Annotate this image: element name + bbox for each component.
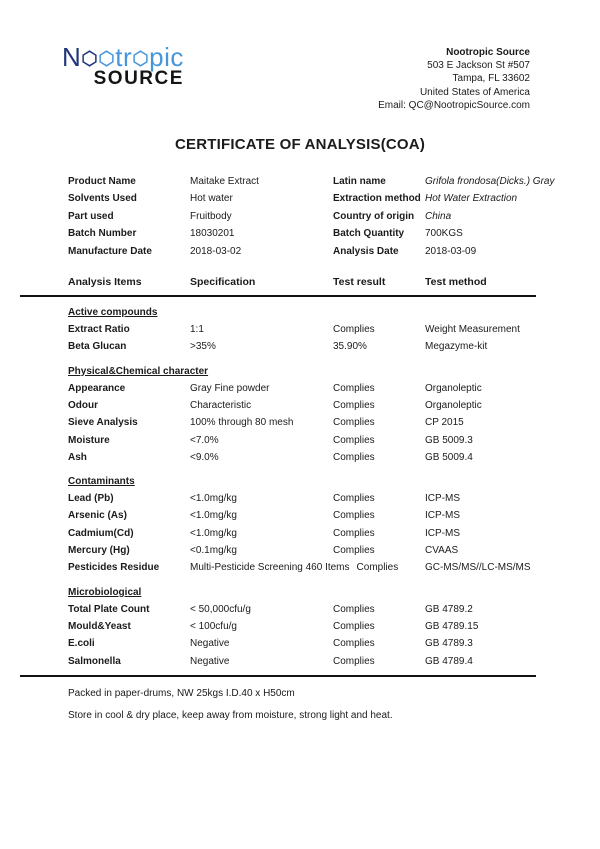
table-section — [68, 473, 600, 576]
hexagon-icon — [133, 50, 148, 67]
test-method-cell: GB 5009.3 — [425, 434, 473, 446]
test-method-cell: GC-MS/MS//LC-MS/MS — [425, 562, 531, 574]
test-method-cell: ICP-MS — [425, 510, 460, 522]
logo-letters-tr: tr — [115, 42, 133, 72]
info-value: 2018-03-02 — [190, 245, 242, 257]
analysis-item-cell: Appearance — [68, 382, 126, 394]
footer-notes — [68, 687, 600, 722]
test-method-cell: Organoleptic — [425, 399, 482, 411]
specification-text: Multi-Pesticide Screening 460 Items — [190, 562, 350, 574]
analysis-item-cell: Ash — [68, 451, 87, 463]
analysis-item-cell: Arsenic (As) — [68, 510, 127, 522]
test-result-cell: Complies — [333, 493, 375, 505]
specification-cell: < 100cfu/g — [190, 620, 237, 632]
company-name: Nootropic Source — [446, 47, 530, 58]
address-line: 503 E Jackson St #507 — [427, 60, 530, 72]
analysis-item-cell: Odour — [68, 399, 98, 411]
analysis-item-cell: Sieve Analysis — [68, 417, 138, 429]
test-result-cell: Complies — [333, 620, 375, 632]
info-value: Fruitbody — [190, 210, 232, 222]
info-value: 700KGS — [425, 228, 463, 240]
product-info-row — [68, 208, 600, 225]
specification-cell: Negative — [190, 638, 230, 650]
logo-source-text: SOURCE — [93, 68, 184, 89]
test-method-cell: Megazyme-kit — [425, 341, 488, 353]
test-result-cell: 35.90% — [333, 341, 367, 353]
info-label: Batch Quantity — [333, 228, 405, 240]
product-info — [68, 173, 600, 260]
test-method-cell: GB 4789.4 — [425, 655, 473, 667]
test-method-cell: CVAAS — [425, 545, 459, 557]
analysis-item-cell: Mercury (Hg) — [68, 545, 130, 557]
address-line: Tampa, FL 33602 — [452, 73, 530, 85]
info-label: Batch Number — [68, 228, 137, 240]
logo-letters-pic: pic — [149, 42, 184, 72]
info-label: Country of origin — [333, 210, 415, 222]
table-row — [68, 601, 600, 618]
column-header-specification: Specification — [190, 276, 256, 289]
test-result-cell: Complies — [333, 417, 375, 429]
info-value: China — [425, 210, 452, 222]
table-bottom-line — [20, 675, 536, 677]
header-divider-line — [20, 295, 536, 297]
section-title: Active compounds — [68, 307, 158, 319]
address-line: United States of America — [419, 86, 530, 98]
analysis-item-cell: Pesticides Residue — [68, 562, 160, 574]
specification-cell: 100% through 80 mesh — [190, 417, 294, 429]
table-row — [68, 507, 600, 524]
test-method-cell: GB 4789.15 — [425, 620, 479, 632]
product-info-row — [68, 243, 600, 260]
table-row — [68, 432, 600, 449]
test-result-text: Complies — [356, 562, 399, 574]
test-method-cell: GB 4789.2 — [425, 603, 473, 615]
specification-cell: <0.1mg/kg — [190, 545, 237, 557]
test-result-cell: Complies — [333, 603, 375, 615]
table-row — [68, 397, 600, 414]
info-label: Part used — [68, 210, 114, 222]
specification-cell: < 50,000cfu/g — [190, 603, 251, 615]
product-info-row — [68, 225, 600, 242]
table-header-row — [68, 275, 600, 289]
test-method-cell: ICP-MS — [425, 527, 460, 539]
hexagon-icon — [99, 50, 114, 67]
table-section — [68, 304, 600, 356]
logo — [62, 42, 184, 90]
document-title: CERTIFICATE OF ANALYSIS(COA) — [174, 136, 426, 154]
table-sections — [68, 304, 600, 670]
test-method-cell: Weight Measurement — [425, 324, 520, 336]
table-row — [68, 449, 600, 466]
packing-note: Packed in paper-drums, NW 25kgs I.D.40 x H50cm — [68, 687, 295, 699]
info-label: Product Name — [68, 176, 136, 188]
table-row — [68, 635, 600, 652]
specification-cell: Characteristic — [190, 399, 252, 411]
analysis-item-cell: Lead (Pb) — [68, 493, 114, 505]
analysis-table — [0, 275, 600, 677]
info-value: Maitake Extract — [190, 176, 259, 188]
analysis-item-cell: Total Plate Count — [68, 603, 150, 615]
specification-cell: Negative — [190, 655, 230, 667]
specification-cell: <9.0% — [190, 451, 219, 463]
analysis-item-cell: Mould&Yeast — [68, 620, 131, 632]
test-method-cell: CP 2015 — [425, 417, 464, 429]
table-row — [68, 542, 600, 559]
analysis-item-cell: Moisture — [68, 434, 110, 446]
storage-note: Store in cool & dry place, keep away from moisture, strong light and heat. — [68, 709, 393, 721]
specification-cell: 1:1 — [190, 324, 204, 336]
info-label: Solvents Used — [68, 193, 137, 205]
specification-cell: <1.0mg/kg — [190, 527, 237, 539]
test-result-cell: Complies — [333, 399, 375, 411]
company-address-block — [378, 42, 530, 112]
table-row — [68, 525, 600, 542]
product-info-row — [68, 173, 600, 190]
table-row — [68, 618, 600, 635]
column-header-test-result: Test result — [333, 276, 386, 289]
table-row — [68, 414, 600, 431]
test-method-cell: Organoleptic — [425, 382, 482, 394]
table-row — [68, 380, 600, 397]
analysis-item-cell: E.coli — [68, 638, 95, 650]
specification-cell: >35% — [190, 341, 216, 353]
test-method-cell: ICP-MS — [425, 493, 460, 505]
specification-cell: Gray Fine powder — [190, 382, 270, 394]
specification-cell: <1.0mg/kg — [190, 510, 237, 522]
info-value: 18030201 — [190, 228, 235, 240]
company-email: Email: QC@NootropicSource.com — [378, 99, 530, 111]
section-title: Contaminants — [68, 476, 135, 488]
test-result-cell: Complies — [333, 451, 375, 463]
info-value: 2018-03-09 — [425, 245, 477, 257]
specification-cell: <7.0% — [190, 434, 219, 446]
table-row — [68, 653, 600, 670]
analysis-item-cell: Salmonella — [68, 655, 121, 667]
table-row — [68, 490, 600, 507]
document-header — [0, 0, 600, 112]
analysis-item-cell: Beta Glucan — [68, 341, 127, 353]
info-label: Analysis Date — [333, 245, 399, 257]
info-label: Latin name — [333, 176, 386, 188]
test-result-cell: Complies — [333, 545, 375, 557]
analysis-item-cell: Extract Ratio — [68, 324, 130, 336]
logo-letter-n: N — [62, 42, 82, 72]
specification-cell: <1.0mg/kg — [190, 493, 237, 505]
section-title: Microbiological — [68, 586, 142, 598]
column-header-analysis-items: Analysis Items — [68, 276, 142, 289]
product-info-row — [68, 190, 600, 207]
test-result-cell: Complies — [333, 510, 375, 522]
table-section — [68, 363, 600, 466]
table-section — [68, 584, 600, 670]
test-result-cell: Complies — [333, 382, 375, 394]
table-row — [68, 559, 600, 576]
info-label: Manufacture Date — [68, 245, 152, 257]
analysis-item-cell: Cadmium(Cd) — [68, 527, 134, 539]
info-label: Extraction method — [333, 193, 421, 205]
table-row — [68, 338, 600, 355]
test-result-cell: Complies — [333, 655, 375, 667]
hexagon-icon — [82, 50, 97, 67]
test-method-cell: GB 5009.4 — [425, 451, 473, 463]
info-value: Hot water — [190, 193, 233, 205]
test-result-cell: Complies — [333, 638, 375, 650]
info-value: Grifola frondosa(Dicks.) Gray — [425, 176, 555, 188]
test-result-cell: Complies — [333, 324, 375, 336]
table-row — [68, 321, 600, 338]
specification-cell — [190, 559, 425, 576]
section-title: Physical&Chemical character — [68, 365, 209, 377]
column-header-test-method: Test method — [425, 276, 487, 289]
test-method-cell: GB 4789.3 — [425, 638, 473, 650]
test-result-cell: Complies — [333, 527, 375, 539]
info-value: Hot Water Extraction — [425, 193, 518, 205]
test-result-cell: Complies — [333, 434, 375, 446]
